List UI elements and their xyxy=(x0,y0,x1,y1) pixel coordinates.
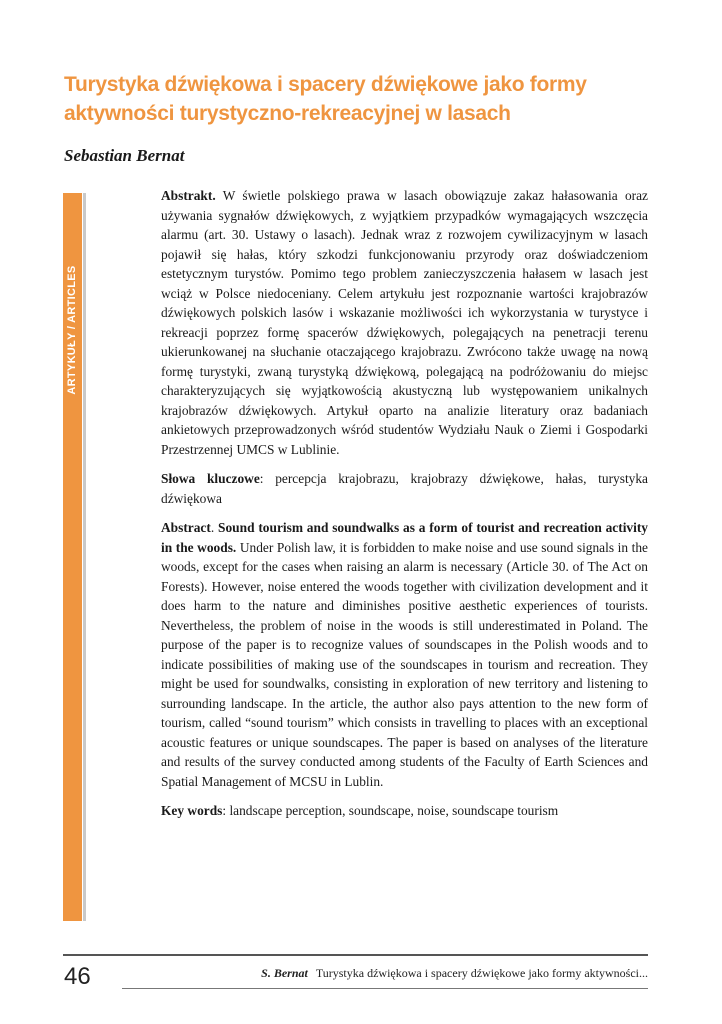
abstract-pl xyxy=(161,186,648,459)
abstract-pl-text: W świetle polskiego prawa w lasach obowiązuje zakaz hałasowania oraz używania sygnałów dźwiękowych, z wyjątkiem przypadków wymagających wszczęcia alarmu (art. 30. Ustawy o lasach). Jednak wraz z rozwojem cywilizacyjnym w lasach pojawił się hałas, który szkodzi funkcjonowaniu przyrody oraz doświadczeniom estetycznym turystów. Pomimo tego problem zanieczyszczenia hałasem w lasach jest wciąż w Polsce niedoceniany. Celem artykułu jest rozpoznanie wartości krajobrazów dźwiękowych polskich lasów i wskazanie możliwości ich wykorzystania w turystyce i rekreacji poprzez formę spacerów dźwiękowych, polegających na penetracji terenu ukierunkowanej na słuchanie otaczającego krajobrazu. Zwrócono także uwagę na nową formę turystyki, zwaną turystyką dźwiękową, polegającą na podróżowaniu do miejsc charakteryzujących się wyjątkowością akustyczną lub występowaniem unikalnych krajobrazów dźwiękowych. Artykuł oparto na analizie literatury oraz badaniach ankietowych przeprowadzonych wśród studentów Wydziału Nauk o Ziemi i Gospodarki Przestrzennej UMCS w Lublinie. xyxy=(161,188,648,457)
abstract-en-label: Abstract xyxy=(161,520,211,535)
keywords-pl-text: : percepcja krajobrazu, krajobrazy dźwiękowe, hałas, turystyka dźwiękowa xyxy=(161,471,648,506)
author-name: Sebastian Bernat xyxy=(64,146,185,165)
keywords-pl-label: Słowa kluczowe xyxy=(161,471,260,486)
page-number: 46 xyxy=(64,963,91,990)
section-label: ARTYKUŁY / ARTICLES xyxy=(66,265,78,395)
running-title: Turystyka dźwiękowa i spacery dźwiękowe jako formy aktywności... xyxy=(315,966,648,980)
footer-rule-top xyxy=(63,954,648,956)
section-strip-shadow xyxy=(83,193,86,921)
running-author: S. Bernat xyxy=(261,966,308,980)
abstract-en xyxy=(161,518,648,791)
keywords-en xyxy=(161,801,648,821)
article-title: Turystyka dźwiękowa i spacery dźwiękowe jako formy aktywności turystyczno-rekreacyjnej w lasach xyxy=(64,73,587,125)
keywords-en-label: Key words xyxy=(161,803,223,818)
abstract-block xyxy=(161,186,648,831)
abstract-en-title: Sound tourism and soundwalks as a form of tourist and recreation activity in the woods. xyxy=(161,520,648,555)
abstract-en-sep: . xyxy=(210,520,219,535)
footer-rule-bottom xyxy=(122,988,648,989)
keywords-en-text: : landscape perception, soundscape, noise, soundscape tourism xyxy=(222,803,559,818)
keywords-pl xyxy=(161,469,648,508)
running-footer xyxy=(261,966,648,981)
abstract-en-text: Under Polish law, it is forbidden to make noise and use sound signals in the woods, except for the cases when raising an alarm is necessary (Article 30. of The Act on Forests). However, noise entered the woods together with civilization development and it does harm to the nature and diminishes positive aesthetic experiences of tourists. Nevertheless, the problem of noise in the woods is still underestimated in Poland. The purpose of the paper is to recognize values of soundscapes in the Polish woods and to indicate possibilities of making use of the soundscapes in tourism and recreation. They might be used for soundwalks, consisting in exploration of new territory and listening to surrounding landscape. In the article, the author also pays attention to the new form of tourism, called “sound tourism” which consists in travelling to places with an exceptional acoustic features or unique soundscapes. The paper is based on analyses of the literature and results of the survey conducted among students of the Faculty of Earth Sciences and Spatial Management of MCSU in Lublin. xyxy=(161,539,648,789)
abstract-pl-label: Abstrakt. xyxy=(161,188,216,203)
